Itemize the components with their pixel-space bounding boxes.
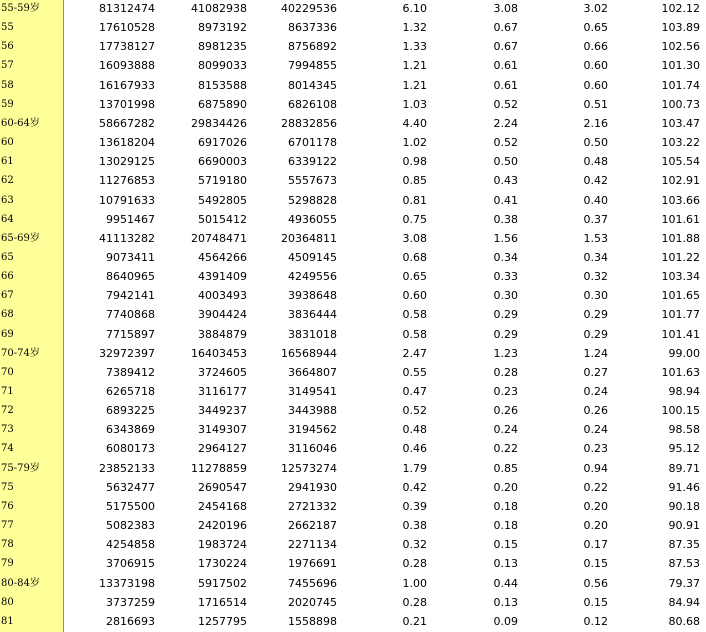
- population-male-cell[interactable]: 2420196: [198, 519, 247, 533]
- sex-ratio-cell[interactable]: 101.65: [661, 289, 700, 303]
- share-female-cell[interactable]: 0.30: [583, 289, 608, 303]
- share-male-cell[interactable]: 0.34: [493, 250, 518, 264]
- population-total-cell[interactable]: 9951467: [106, 212, 155, 226]
- sex-ratio-cell[interactable]: 84.94: [668, 595, 700, 609]
- share-male-cell[interactable]: 0.61: [493, 78, 518, 92]
- row-label-cell[interactable]: 80: [1, 596, 14, 608]
- population-male-cell[interactable]: 8981235: [198, 40, 247, 54]
- share-male-cell[interactable]: 0.52: [493, 136, 518, 150]
- population-total-cell[interactable]: 7942141: [106, 289, 155, 303]
- share-female-cell[interactable]: 3.02: [583, 2, 608, 15]
- share-total-cell[interactable]: 0.39: [402, 499, 427, 513]
- population-female-cell[interactable]: 3443988: [288, 404, 337, 418]
- population-female-cell[interactable]: 7455696: [288, 576, 337, 590]
- table-row: [0, 56, 706, 75]
- row-label-cell[interactable]: 65: [1, 251, 14, 263]
- population-female-cell[interactable]: 3194562: [288, 423, 337, 437]
- share-total-cell[interactable]: 1.32: [402, 21, 427, 35]
- share-male-cell[interactable]: 2.24: [493, 116, 518, 130]
- sex-ratio-cell[interactable]: 101.63: [661, 365, 700, 379]
- table-row: [0, 18, 706, 37]
- share-total-cell[interactable]: 1.21: [402, 59, 427, 73]
- row-label-cell[interactable]: 60: [1, 137, 14, 149]
- share-total-cell[interactable]: 0.68: [402, 250, 427, 264]
- share-male-cell[interactable]: 0.52: [493, 97, 518, 111]
- share-total-cell[interactable]: 0.58: [402, 327, 427, 341]
- population-male-cell[interactable]: 6690003: [198, 155, 247, 169]
- share-female-cell[interactable]: 0.66: [583, 40, 608, 54]
- sex-ratio-cell[interactable]: 98.58: [668, 423, 700, 437]
- row-label-cell[interactable]: 70-74岁: [1, 347, 40, 359]
- row-label-cell[interactable]: 67: [1, 290, 14, 302]
- row-label-cell[interactable]: 55-59岁: [1, 3, 40, 14]
- share-total-cell[interactable]: 0.46: [402, 442, 427, 456]
- population-total-cell[interactable]: 11276853: [99, 174, 155, 188]
- share-total-cell[interactable]: 0.98: [402, 155, 427, 169]
- share-female-cell[interactable]: 0.20: [583, 499, 608, 513]
- share-male-cell[interactable]: 0.38: [493, 212, 518, 226]
- share-total-cell[interactable]: 1.00: [402, 576, 427, 590]
- share-female-cell[interactable]: 0.24: [583, 385, 608, 398]
- share-male-cell[interactable]: 0.13: [493, 557, 518, 571]
- sex-ratio-cell[interactable]: 102.12: [661, 2, 700, 15]
- population-male-cell[interactable]: 6875890: [198, 97, 247, 111]
- share-total-cell[interactable]: 0.42: [402, 480, 427, 494]
- table-row: [0, 114, 706, 133]
- population-total-cell[interactable]: 4254858: [106, 538, 155, 552]
- population-female-cell[interactable]: 2271134: [288, 538, 337, 552]
- share-total-cell[interactable]: 0.85: [402, 174, 427, 188]
- population-total-cell[interactable]: 7389412: [106, 365, 155, 379]
- share-total-cell[interactable]: 0.38: [402, 519, 427, 533]
- share-male-cell[interactable]: 3.08: [493, 2, 518, 15]
- population-total-cell[interactable]: 41113282: [99, 231, 155, 245]
- row-label-cell[interactable]: 81: [1, 615, 14, 627]
- row-label-cell[interactable]: 60-64岁: [1, 117, 40, 129]
- population-female-cell[interactable]: 6701178: [288, 136, 337, 150]
- population-female-cell[interactable]: 3116046: [288, 442, 337, 456]
- population-total-cell[interactable]: 16093888: [99, 59, 155, 73]
- population-total-cell[interactable]: 10791633: [99, 193, 155, 207]
- population-total-cell[interactable]: 17738127: [99, 40, 155, 54]
- share-total-cell[interactable]: 0.28: [402, 557, 427, 571]
- share-female-cell[interactable]: 0.26: [583, 404, 608, 418]
- table-row: [0, 248, 706, 267]
- sex-ratio-cell[interactable]: 98.94: [668, 385, 700, 398]
- table-row: [0, 171, 706, 190]
- population-female-cell[interactable]: 5557673: [288, 174, 337, 188]
- share-total-cell[interactable]: 2.47: [402, 346, 427, 360]
- row-label-cell[interactable]: 80-84岁: [1, 577, 40, 589]
- share-female-cell[interactable]: 0.27: [583, 365, 608, 379]
- share-female-cell[interactable]: 0.65: [583, 21, 608, 35]
- share-total-cell[interactable]: 0.58: [402, 308, 427, 322]
- sex-ratio-cell[interactable]: 102.56: [661, 40, 700, 54]
- population-female-cell[interactable]: 2662187: [288, 519, 337, 533]
- population-male-cell[interactable]: 1716514: [198, 595, 247, 609]
- sex-ratio-cell[interactable]: 87.35: [668, 538, 700, 552]
- population-total-cell[interactable]: 9073411: [106, 250, 155, 264]
- row-label-cell[interactable]: 76: [1, 500, 14, 512]
- population-male-cell[interactable]: 2690547: [198, 480, 247, 494]
- sex-ratio-cell[interactable]: 101.41: [661, 327, 700, 341]
- table-row: [0, 152, 706, 171]
- population-male-cell[interactable]: 8099033: [198, 59, 247, 73]
- sex-ratio-cell[interactable]: 101.61: [661, 212, 700, 226]
- table-row: [0, 516, 706, 535]
- table-row: [0, 612, 706, 631]
- share-female-cell[interactable]: 2.16: [583, 116, 608, 130]
- population-female-cell[interactable]: 2020745: [288, 595, 337, 609]
- population-female-cell[interactable]: 6826108: [288, 97, 337, 111]
- population-female-cell[interactable]: 3836444: [288, 308, 337, 322]
- table-row: [0, 363, 706, 382]
- sex-ratio-cell[interactable]: 105.54: [661, 155, 700, 169]
- table-row: [0, 37, 706, 56]
- table-row: [0, 382, 706, 401]
- population-female-cell[interactable]: 4936055: [288, 212, 337, 226]
- population-male-cell[interactable]: 3884879: [198, 327, 247, 341]
- row-label-cell[interactable]: 74: [1, 443, 14, 455]
- sex-ratio-cell[interactable]: 80.68: [668, 614, 700, 628]
- population-total-cell[interactable]: 23852133: [99, 461, 155, 475]
- table-row: [0, 344, 706, 363]
- population-male-cell[interactable]: 1983724: [198, 538, 247, 552]
- share-male-cell[interactable]: 0.30: [493, 289, 518, 303]
- population-total-cell[interactable]: 81312474: [99, 2, 155, 15]
- population-female-cell[interactable]: 8014345: [288, 78, 337, 92]
- share-female-cell[interactable]: 1.24: [583, 346, 608, 360]
- population-total-cell[interactable]: 6343869: [106, 423, 155, 437]
- population-male-cell[interactable]: 3149307: [198, 423, 247, 437]
- table-row: [0, 133, 706, 152]
- sex-ratio-cell[interactable]: 103.22: [661, 136, 700, 150]
- population-male-cell[interactable]: 5917502: [198, 576, 247, 590]
- share-female-cell[interactable]: 1.53: [583, 231, 608, 245]
- population-total-cell[interactable]: 13701998: [99, 97, 155, 111]
- population-male-cell[interactable]: 11278859: [191, 461, 247, 475]
- sex-ratio-cell[interactable]: 89.71: [668, 461, 700, 475]
- share-total-cell[interactable]: 4.40: [402, 116, 427, 130]
- share-total-cell[interactable]: 0.32: [402, 538, 427, 552]
- population-male-cell[interactable]: 5719180: [198, 174, 247, 188]
- population-total-cell[interactable]: 16167933: [99, 78, 155, 92]
- population-male-cell[interactable]: 4391409: [198, 270, 247, 284]
- share-male-cell[interactable]: 0.22: [493, 442, 518, 456]
- row-label-cell[interactable]: 64: [1, 213, 14, 225]
- share-total-cell[interactable]: 1.79: [402, 461, 427, 475]
- population-female-cell[interactable]: 28832856: [281, 116, 337, 130]
- population-female-cell[interactable]: 8756892: [288, 40, 337, 54]
- population-female-cell[interactable]: 12573274: [281, 461, 337, 475]
- share-total-cell[interactable]: 0.75: [402, 212, 427, 226]
- sex-ratio-cell[interactable]: 101.22: [661, 250, 700, 264]
- share-male-cell[interactable]: 0.18: [493, 519, 518, 533]
- table-row: [0, 593, 706, 612]
- share-female-cell[interactable]: 0.51: [583, 97, 608, 111]
- sex-ratio-cell[interactable]: 100.15: [661, 404, 700, 418]
- population-male-cell[interactable]: 16403453: [191, 346, 247, 360]
- share-female-cell[interactable]: 0.32: [583, 270, 608, 284]
- share-total-cell[interactable]: 1.02: [402, 136, 427, 150]
- sex-ratio-cell[interactable]: 95.12: [668, 442, 700, 456]
- population-male-cell[interactable]: 41082938: [191, 2, 247, 15]
- population-male-cell[interactable]: 3449237: [198, 404, 247, 418]
- population-male-cell[interactable]: 8153588: [198, 78, 247, 92]
- population-total-cell[interactable]: 7740868: [106, 308, 155, 322]
- population-total-cell[interactable]: 6080173: [106, 442, 155, 456]
- population-female-cell[interactable]: 3831018: [288, 327, 337, 341]
- population-male-cell[interactable]: 2454168: [198, 499, 247, 513]
- share-male-cell[interactable]: 0.43: [493, 174, 518, 188]
- row-label-cell[interactable]: 56: [1, 41, 14, 53]
- share-female-cell[interactable]: 0.15: [583, 557, 608, 571]
- share-male-cell[interactable]: 0.50: [493, 155, 518, 169]
- population-male-cell[interactable]: 1257795: [198, 614, 247, 628]
- population-total-cell[interactable]: 3737259: [106, 595, 155, 609]
- share-male-cell[interactable]: 0.28: [493, 365, 518, 379]
- sex-ratio-cell[interactable]: 100.73: [661, 97, 700, 111]
- row-label-cell[interactable]: 75-79岁: [1, 462, 40, 474]
- population-female-cell[interactable]: 1558898: [288, 614, 337, 628]
- population-total-cell[interactable]: 58667282: [99, 116, 155, 130]
- row-label-cell[interactable]: 62: [1, 175, 14, 187]
- share-male-cell[interactable]: 0.15: [493, 538, 518, 552]
- population-male-cell[interactable]: 1730224: [198, 557, 247, 571]
- table-row: [0, 401, 706, 420]
- population-total-cell[interactable]: 17610528: [99, 21, 155, 35]
- population-total-cell[interactable]: 5082383: [106, 519, 155, 533]
- share-total-cell[interactable]: 0.81: [402, 193, 427, 207]
- sex-ratio-cell[interactable]: 103.47: [661, 116, 700, 130]
- population-female-cell[interactable]: 3664807: [288, 365, 337, 379]
- share-total-cell[interactable]: 0.55: [402, 365, 427, 379]
- population-male-cell[interactable]: 2964127: [198, 442, 247, 456]
- population-male-cell[interactable]: 8973192: [198, 21, 247, 35]
- share-male-cell[interactable]: 0.44: [493, 576, 518, 590]
- population-total-cell[interactable]: 5175500: [106, 499, 155, 513]
- population-female-cell[interactable]: 6339122: [288, 155, 337, 169]
- row-label-cell[interactable]: 58: [1, 79, 14, 91]
- share-female-cell[interactable]: 0.50: [583, 136, 608, 150]
- share-male-cell[interactable]: 0.41: [493, 193, 518, 207]
- share-male-cell[interactable]: 0.29: [493, 327, 518, 341]
- sex-ratio-cell[interactable]: 87.53: [668, 557, 700, 571]
- share-male-cell[interactable]: 0.61: [493, 59, 518, 73]
- population-male-cell[interactable]: 3116177: [198, 385, 247, 398]
- sex-ratio-cell[interactable]: 103.34: [661, 270, 700, 284]
- share-male-cell[interactable]: 0.26: [493, 404, 518, 418]
- population-male-cell[interactable]: 4564266: [198, 250, 247, 264]
- share-female-cell[interactable]: 0.60: [583, 78, 608, 92]
- row-label-cell[interactable]: 65-69岁: [1, 232, 40, 244]
- table-row: [0, 325, 706, 344]
- sex-ratio-cell[interactable]: 91.46: [668, 480, 700, 494]
- population-female-cell[interactable]: 40229536: [281, 2, 337, 15]
- population-male-cell[interactable]: 20748471: [191, 231, 247, 245]
- table-row: [0, 420, 706, 439]
- row-label-cell[interactable]: 63: [1, 194, 14, 206]
- share-female-cell[interactable]: 0.12: [583, 614, 608, 628]
- share-total-cell[interactable]: 3.08: [402, 231, 427, 245]
- share-male-cell[interactable]: 0.67: [493, 40, 518, 54]
- share-female-cell[interactable]: 0.56: [583, 576, 608, 590]
- share-male-cell[interactable]: 0.67: [493, 21, 518, 35]
- population-female-cell[interactable]: 7994855: [288, 59, 337, 73]
- sex-ratio-cell[interactable]: 101.77: [661, 308, 700, 322]
- population-female-cell[interactable]: 2941930: [288, 480, 337, 494]
- share-male-cell[interactable]: 0.23: [493, 385, 518, 398]
- table-row: [0, 478, 706, 497]
- share-female-cell[interactable]: 0.20: [583, 519, 608, 533]
- population-total-cell[interactable]: 5632477: [106, 480, 155, 494]
- population-total-cell[interactable]: 32972397: [99, 346, 155, 360]
- share-total-cell[interactable]: 0.47: [402, 385, 427, 398]
- row-label-cell[interactable]: 69: [1, 328, 14, 340]
- share-female-cell[interactable]: 0.37: [583, 212, 608, 226]
- table-row: [0, 439, 706, 458]
- share-total-cell[interactable]: 0.48: [402, 423, 427, 437]
- share-female-cell[interactable]: 0.29: [583, 327, 608, 341]
- table-row: [0, 210, 706, 229]
- population-female-cell[interactable]: 3938648: [288, 289, 337, 303]
- share-male-cell[interactable]: 0.18: [493, 499, 518, 513]
- share-male-cell[interactable]: 0.29: [493, 308, 518, 322]
- row-label-cell[interactable]: 77: [1, 520, 14, 532]
- population-total-cell[interactable]: 13373198: [99, 576, 155, 590]
- population-male-cell[interactable]: 3724605: [198, 365, 247, 379]
- population-female-cell[interactable]: 2721332: [288, 499, 337, 513]
- population-female-cell[interactable]: 8637336: [288, 21, 337, 35]
- sex-ratio-cell[interactable]: 103.89: [661, 21, 700, 35]
- population-male-cell[interactable]: 5492805: [198, 193, 247, 207]
- share-male-cell[interactable]: 0.85: [493, 461, 518, 475]
- sex-ratio-cell[interactable]: 102.91: [661, 174, 700, 188]
- sex-ratio-cell[interactable]: 103.66: [661, 193, 700, 207]
- sex-ratio-cell[interactable]: 79.37: [668, 576, 700, 590]
- share-total-cell[interactable]: 6.10: [402, 2, 427, 15]
- row-label-cell[interactable]: 79: [1, 558, 14, 570]
- population-male-cell[interactable]: 6917026: [198, 136, 247, 150]
- share-total-cell[interactable]: 1.33: [402, 40, 427, 54]
- population-female-cell[interactable]: 3149541: [288, 385, 337, 398]
- share-female-cell[interactable]: 0.15: [583, 595, 608, 609]
- share-female-cell[interactable]: 0.34: [583, 250, 608, 264]
- row-label-cell[interactable]: 66: [1, 271, 14, 283]
- population-female-cell[interactable]: 4249556: [288, 270, 337, 284]
- share-total-cell[interactable]: 0.60: [402, 289, 427, 303]
- table-row: [0, 305, 706, 324]
- population-total-cell[interactable]: 6265718: [106, 385, 155, 398]
- row-label-cell[interactable]: 72: [1, 405, 14, 417]
- population-female-cell[interactable]: 1976691: [288, 557, 337, 571]
- table-row: [0, 535, 706, 554]
- share-male-cell[interactable]: 0.20: [493, 480, 518, 494]
- row-label-cell[interactable]: 57: [1, 60, 14, 72]
- row-label-cell[interactable]: 75: [1, 481, 14, 493]
- population-male-cell[interactable]: 3904424: [198, 308, 247, 322]
- share-male-cell[interactable]: 0.33: [493, 270, 518, 284]
- population-female-cell[interactable]: 4509145: [288, 250, 337, 264]
- sex-ratio-cell[interactable]: 101.74: [661, 78, 700, 92]
- row-label-cell[interactable]: 59: [1, 98, 14, 110]
- row-label-cell[interactable]: 78: [1, 539, 14, 551]
- share-total-cell[interactable]: 1.03: [402, 97, 427, 111]
- sex-ratio-cell[interactable]: 101.88: [661, 231, 700, 245]
- table-row: [0, 267, 706, 286]
- table-row: [0, 459, 706, 478]
- share-male-cell[interactable]: 0.24: [493, 423, 518, 437]
- population-male-cell[interactable]: 29834426: [191, 116, 247, 130]
- population-total-cell[interactable]: 13618204: [99, 136, 155, 150]
- share-female-cell[interactable]: 0.42: [583, 174, 608, 188]
- table-row: [0, 191, 706, 210]
- share-male-cell[interactable]: 1.23: [493, 346, 518, 360]
- table-row: [0, 554, 706, 573]
- population-female-cell[interactable]: 20364811: [281, 231, 337, 245]
- share-total-cell[interactable]: 1.21: [402, 78, 427, 92]
- population-female-cell[interactable]: 5298828: [288, 193, 337, 207]
- row-label-cell[interactable]: 55: [1, 22, 14, 34]
- table-row: [0, 574, 706, 593]
- share-female-cell[interactable]: 0.60: [583, 59, 608, 73]
- table-row: [0, 286, 706, 305]
- share-female-cell[interactable]: 0.22: [583, 480, 608, 494]
- population-male-cell[interactable]: 5015412: [198, 212, 247, 226]
- population-total-cell[interactable]: 13029125: [99, 155, 155, 169]
- population-total-cell[interactable]: 7715897: [106, 327, 155, 341]
- sex-ratio-cell[interactable]: 90.18: [668, 499, 700, 513]
- row-label-cell[interactable]: 68: [1, 309, 14, 321]
- row-label-cell[interactable]: 73: [1, 424, 14, 436]
- share-female-cell[interactable]: 0.23: [583, 442, 608, 456]
- row-label-cell[interactable]: 70: [1, 366, 14, 378]
- table-row: [0, 229, 706, 248]
- share-female-cell[interactable]: 0.94: [583, 461, 608, 475]
- table-row: [0, 0, 706, 18]
- table-row: [0, 497, 706, 516]
- share-total-cell[interactable]: 0.28: [402, 595, 427, 609]
- table-row: [0, 95, 706, 114]
- population-total-cell[interactable]: 3706915: [106, 557, 155, 571]
- population-total-cell[interactable]: 6893225: [106, 404, 155, 418]
- share-female-cell[interactable]: 0.40: [583, 193, 608, 207]
- sex-ratio-cell[interactable]: 99.00: [668, 346, 700, 360]
- population-total-cell[interactable]: 8640965: [106, 270, 155, 284]
- share-female-cell[interactable]: 0.29: [583, 308, 608, 322]
- share-total-cell[interactable]: 0.21: [402, 614, 427, 628]
- share-female-cell[interactable]: 0.48: [583, 155, 608, 169]
- share-male-cell[interactable]: 1.56: [493, 231, 518, 245]
- sex-ratio-cell[interactable]: 90.91: [668, 519, 700, 533]
- population-total-cell[interactable]: 2816693: [106, 614, 155, 628]
- table-row: [0, 76, 706, 95]
- row-label-cell[interactable]: 71: [1, 386, 14, 397]
- population-female-cell[interactable]: 16568944: [281, 346, 337, 360]
- share-total-cell[interactable]: 0.52: [402, 404, 427, 418]
- share-male-cell[interactable]: 0.13: [493, 595, 518, 609]
- share-male-cell[interactable]: 0.09: [493, 614, 518, 628]
- share-total-cell[interactable]: 0.65: [402, 270, 427, 284]
- share-female-cell[interactable]: 0.17: [583, 538, 608, 552]
- sex-ratio-cell[interactable]: 101.30: [661, 59, 700, 73]
- share-female-cell[interactable]: 0.24: [583, 423, 608, 437]
- population-male-cell[interactable]: 4003493: [198, 289, 247, 303]
- row-label-cell[interactable]: 61: [1, 156, 14, 168]
